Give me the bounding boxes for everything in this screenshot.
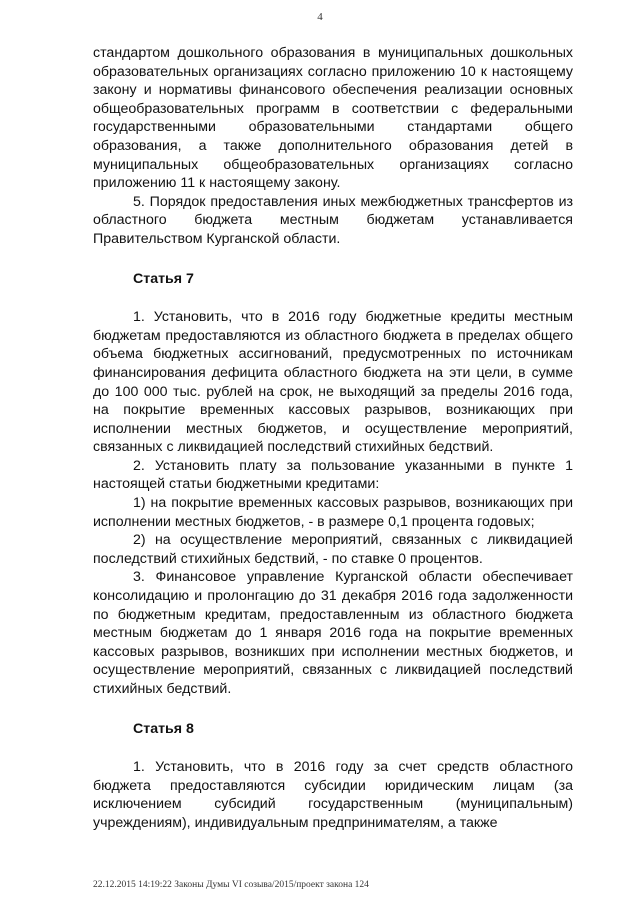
article-7-subitem-1: 1) на покрытие временных кассовых разрывов, возникающих при исполнении местных бюджетов, - в размере 0,1 процента годовых; bbox=[93, 495, 573, 530]
article-8-paragraph-1: 1. Установить, что в 2016 году за счет средств областного бюджета предоставляются субсидии юридическим лицам (за исключением субсидий государственным (муниципальным) учреждениям), индивидуальным предпринимателям, а также bbox=[93, 759, 573, 831]
article-8-heading: Статья 8 bbox=[133, 720, 194, 737]
document-footer: 22.12.2015 14:19:22 Законы Думы VI созыва/2015/проект закона 124 bbox=[93, 880, 369, 890]
paragraph-continuation: стандартом дошкольного образования в муниципальных дошкольных образовательных организациях согласно приложению 10 к настоящему закону и нормативы финансового обеспечения реализации основных общеобразовательных программ в соответствии с федеральными государственными образовательными стандартами общего образования, а также дополнительного образования детей в муниципальных общеобразовательных организациях согласно приложению 11 к настоящему закону. bbox=[93, 45, 573, 192]
article-7-paragraph-3: 3. Финансовое управление Курганской области обеспечивает консолидацию и пролонгацию до 31 декабря 2016 года задолженности по бюджетным кредитам, предоставленным из областного бюджета местным бюджетам до 1 января 2016 года на покрытие временных кассовых разрывов, возникших при исполнении местных бюджетов, и осуществление мероприятий, связанных с ликвидацией последствий стихийных бедствий. bbox=[93, 569, 573, 697]
paragraph-item-5: 5. Порядок предоставления иных межбюджетных трансфертов из областного бюджета местным бюджетам устанавливается Правительством Курганской области. bbox=[93, 193, 573, 247]
article-7-paragraph-1: 1. Установить, что в 2016 году бюджетные кредиты местным бюджетам предоставляются из областного бюджета в пределах общего объема бюджетных ассигнований, предусмотренных по источникам финансирования дефицита областного бюджета на эти цели, в сумме до 100 000 тыс. рублей на срок, не выходящий за пределы 2016 года, на покрытие временных кассовых разрывов, возникающих при исполнении местных бюджетов, и осуществление мероприятий, связанных с ликвидацией последствий стихийных бедствий. bbox=[93, 309, 573, 456]
article-7-paragraph-2: 2. Установить плату за пользование указанными в пункте 1 настоящей статьи бюджетными кредитами: bbox=[93, 457, 573, 493]
article-7-heading: Статья 7 bbox=[133, 270, 194, 287]
page-number: 4 bbox=[317, 11, 323, 23]
document-body bbox=[93, 44, 573, 833]
article-7-subitem-2: 2) на осуществление мероприятий, связанных с ликвидацией последствий стихийных бедствий, - по ставке 0 процентов. bbox=[93, 532, 573, 567]
